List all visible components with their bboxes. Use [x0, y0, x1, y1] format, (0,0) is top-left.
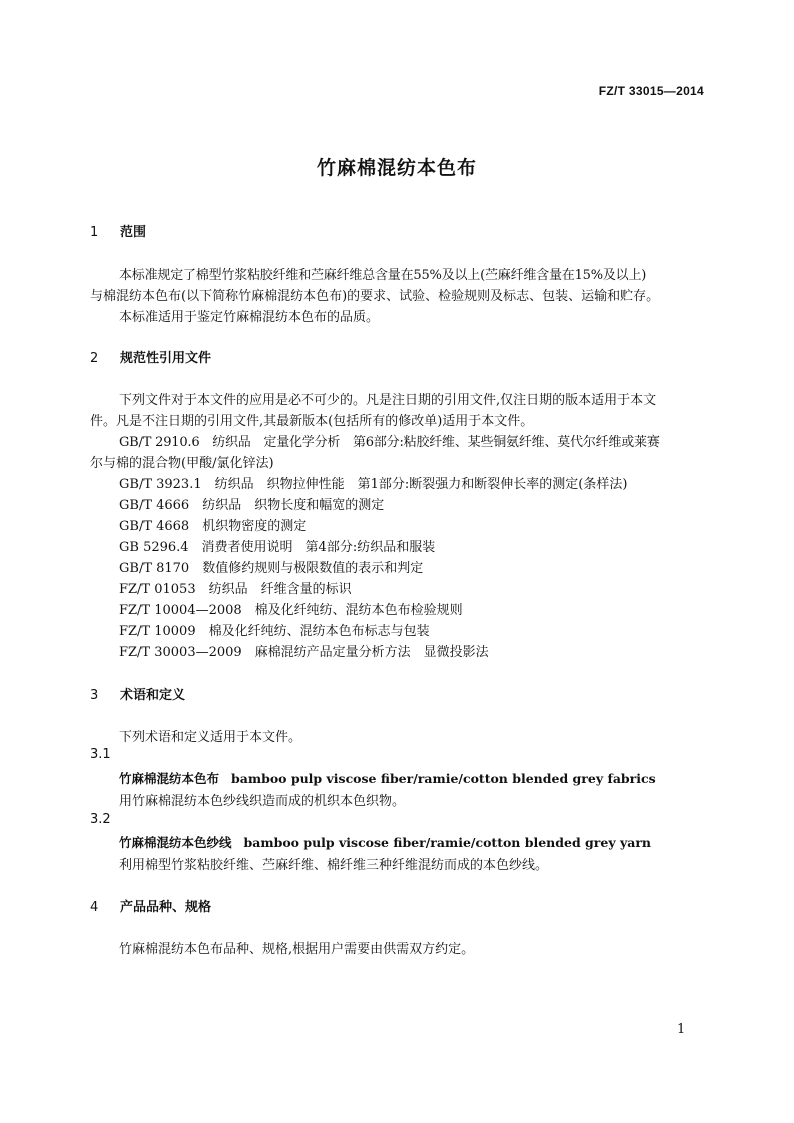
- section-title: 范围: [120, 225, 147, 240]
- standard-code: FZ/T 33015—2014: [598, 84, 704, 98]
- term-name: [119, 769, 656, 787]
- reference-item: FZ/T 01053 纺织品 纤维含量的标识: [119, 582, 352, 597]
- paragraph-line: 竹麻棉混纺本色布品种、规格,根据用户需要由供需双方约定。: [119, 942, 475, 957]
- page-number: 1: [677, 1022, 686, 1037]
- reference-item: GB/T 2910.6 纺织品 定量化学分析 第6部分:粘胶纤维、某些铜氨纤维、莫代尔纤维或莱赛: [119, 435, 660, 450]
- section-3-heading: [90, 684, 185, 703]
- term-name-cn: 竹麻棉混纺本色布: [119, 771, 220, 786]
- section-4-heading: [90, 896, 211, 915]
- section-number: 3: [90, 688, 99, 703]
- reference-item: FZ/T 30003—2009 麻棉混纺产品定量分析方法 显微投影法: [119, 645, 489, 660]
- reference-item-continuation: 尔与棉的混合物(甲酸/氯化锌法): [90, 456, 274, 471]
- reference-item: GB/T 8170 数值修约规则与极限数值的表示和判定: [119, 561, 424, 576]
- paragraph-line: 下列文件对于本文件的应用是必不可少的。凡是注日期的引用文件,仅注日期的版本适用于本文: [119, 393, 657, 408]
- reference-item: GB/T 4668 机织物密度的测定: [119, 519, 307, 534]
- term-number: 3.1: [90, 747, 111, 762]
- paragraph-line: 下列术语和定义适用于本文件。: [119, 730, 302, 745]
- term-definition: 用竹麻棉混纺本色纱线织造而成的机织本色织物。: [119, 794, 406, 809]
- reference-item: GB/T 3923.1 纺织品 织物拉伸性能 第1部分:断裂强力和断裂伸长率的测定(条样法): [119, 477, 628, 492]
- term-definition: 利用棉型竹浆粘胶纤维、苎麻纤维、棉纤维三种纤维混纺而成的本色纱线。: [119, 858, 549, 873]
- paragraph-line: 本标准适用于鉴定竹麻棉混纺本色布的品质。: [119, 310, 380, 325]
- term-name: [119, 833, 651, 851]
- section-number: 2: [90, 351, 99, 366]
- section-2-heading: [90, 347, 211, 366]
- section-number: 1: [90, 225, 99, 240]
- term-name-en: bamboo pulp viscose fiber/ramie/cotton blended grey fabrics: [231, 771, 656, 786]
- reference-item: FZ/T 10009 棉及化纤纯纺、混纺本色布标志与包装: [119, 624, 430, 639]
- section-title: 产品品种、规格: [120, 900, 212, 915]
- term-number: 3.2: [90, 812, 111, 827]
- reference-item: GB 5296.4 消费者使用说明 第4部分:纺织品和服装: [119, 540, 436, 555]
- paragraph-line: 与棉混纺本色布(以下简称竹麻棉混纺本色布)的要求、试验、检验规则及标志、包装、运输和贮存。: [90, 289, 660, 304]
- section-number: 4: [90, 900, 99, 915]
- term-name-cn: 竹麻棉混纺本色纱线: [119, 835, 232, 850]
- paragraph-line: 件。凡是不注日期的引用文件,其最新版本(包括所有的修改单)适用于本文件。: [90, 414, 534, 429]
- reference-item: GB/T 4666 纺织品 织物长度和幅宽的测定: [119, 498, 385, 513]
- section-1-heading: [90, 221, 146, 240]
- document-title: 竹麻棉混纺本色布: [316, 157, 477, 179]
- paragraph-line: 本标准规定了棉型竹浆粘胶纤维和苎麻纤维总含量在55%及以上(苎麻纤维含量在15%及以上): [119, 268, 647, 283]
- reference-item: FZ/T 10004—2008 棉及化纤纯纺、混纺本色布检验规则: [119, 603, 463, 618]
- section-title: 规范性引用文件: [120, 351, 212, 366]
- section-title: 术语和定义: [120, 688, 186, 703]
- term-name-en: bamboo pulp viscose fiber/ramie/cotton blended grey yarn: [243, 835, 651, 850]
